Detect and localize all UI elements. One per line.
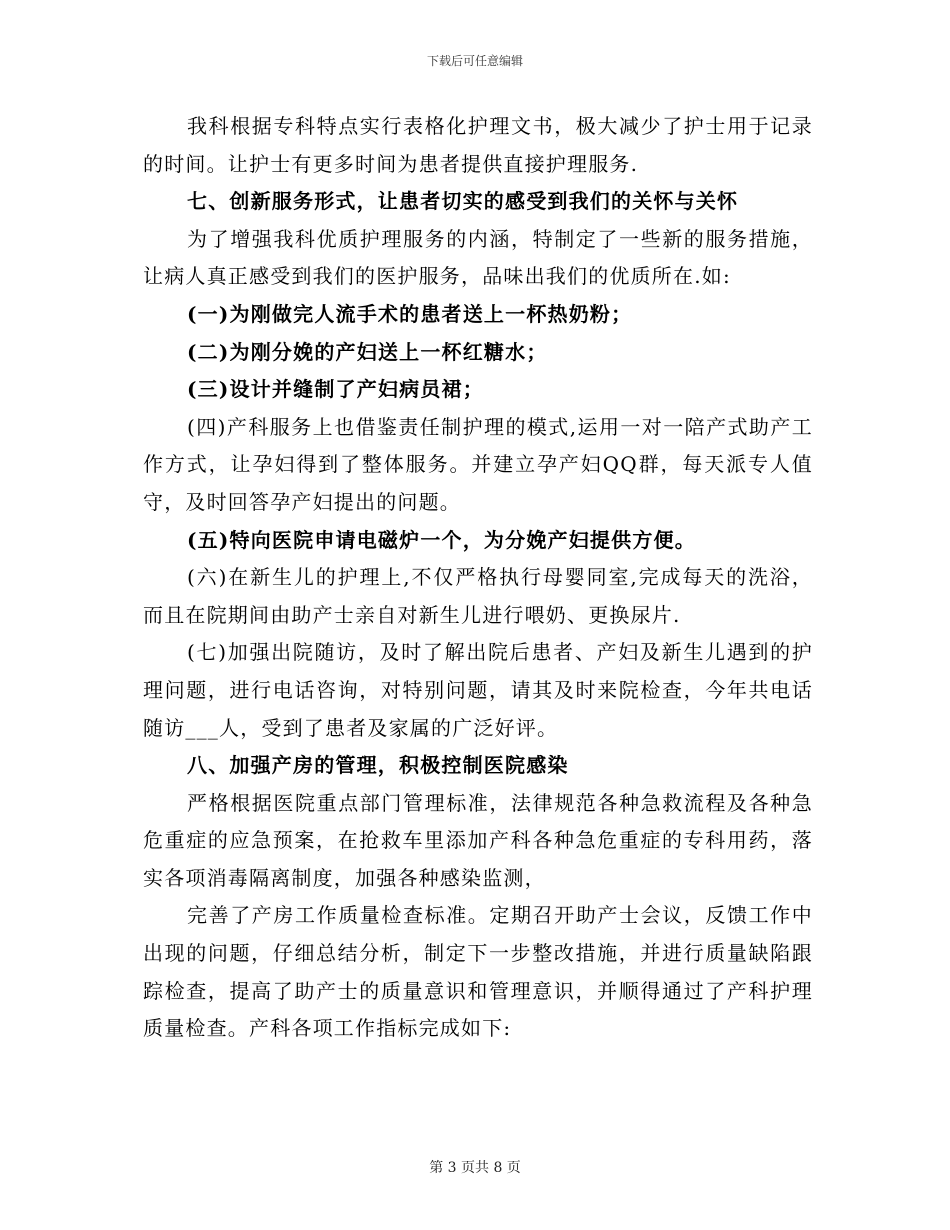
paragraph: 我科根据专科特点实行表格化护理文书，极大减少了护士用于记录的时间。让护士有更多时间为患者提供直接护理服务. bbox=[143, 114, 813, 176]
list-item-one: (一)为刚做完人流手术的患者送上一杯热奶粉； bbox=[187, 301, 633, 326]
list-item-five: (五)特向医院申请电磁炉一个，为分娩产妇提供方便。 bbox=[187, 527, 696, 552]
page-number: 第 3 页共 8 页 bbox=[429, 1160, 521, 1176]
list-item-seven: (七)加强出院随访，及时了解出院后患者、产妇及新生儿遇到的护理问题，进行电话咨询，对特别问题，请其及时来院检查，今年共电话随访___人，受到了患者及家属的广泛好评。 bbox=[143, 640, 813, 740]
section-heading-eight: 八、加强产房的管理，积极控制医院感染 bbox=[187, 753, 569, 778]
document-body bbox=[143, 108, 813, 1048]
list-item-three: (三)设计并缝制了产妇病员裙； bbox=[187, 377, 484, 402]
list-item-four: (四)产科服务上也借鉴责任制护理的模式,运用一对一陪产式助产工作方式，让孕妇得到了整体服务。并建立孕产妇QQ群，每天派专人值守，及时回答孕产妇提出的问题。 bbox=[143, 414, 813, 514]
paragraph: 完善了产房工作质量检查标准。定期召开助产士会议，反馈工作中出现的问题，仔细总结分析，制定下一步整改措施，并进行质量缺陷跟踪检查，提高了助产士的质量意识和管理意识，并顺得通过了产科护理质量检查。产科各项工作指标完成如下: bbox=[143, 903, 813, 1041]
paragraph: 为了增强我科优质护理服务的内涵，特制定了一些新的服务措施，让病人真正感受到我们的医护服务，品味出我们的优质所在.如: bbox=[143, 226, 813, 289]
section-heading-seven: 七、创新服务形式，让患者切实的感受到我们的关怀与关怀 bbox=[187, 189, 739, 214]
page-header: 下载后可任意编辑 bbox=[426, 54, 523, 68]
list-item-six: (六)在新生儿的护理上,不仅严格执行母婴同室,完成每天的洗浴，而且在院期间由助产士亲自对新生儿进行喂奶、更换尿片. bbox=[143, 565, 813, 627]
list-item-two: (二)为刚分娩的产妇送上一杯红糖水； bbox=[187, 339, 548, 364]
paragraph: 严格根据医院重点部门管理标准，法律规范各种急救流程及各种急危重症的应急预案，在抢救车里添加产科各种急危重症的专科用药，落实各项消毒隔离制度，加强各种感染监测， bbox=[143, 790, 813, 890]
